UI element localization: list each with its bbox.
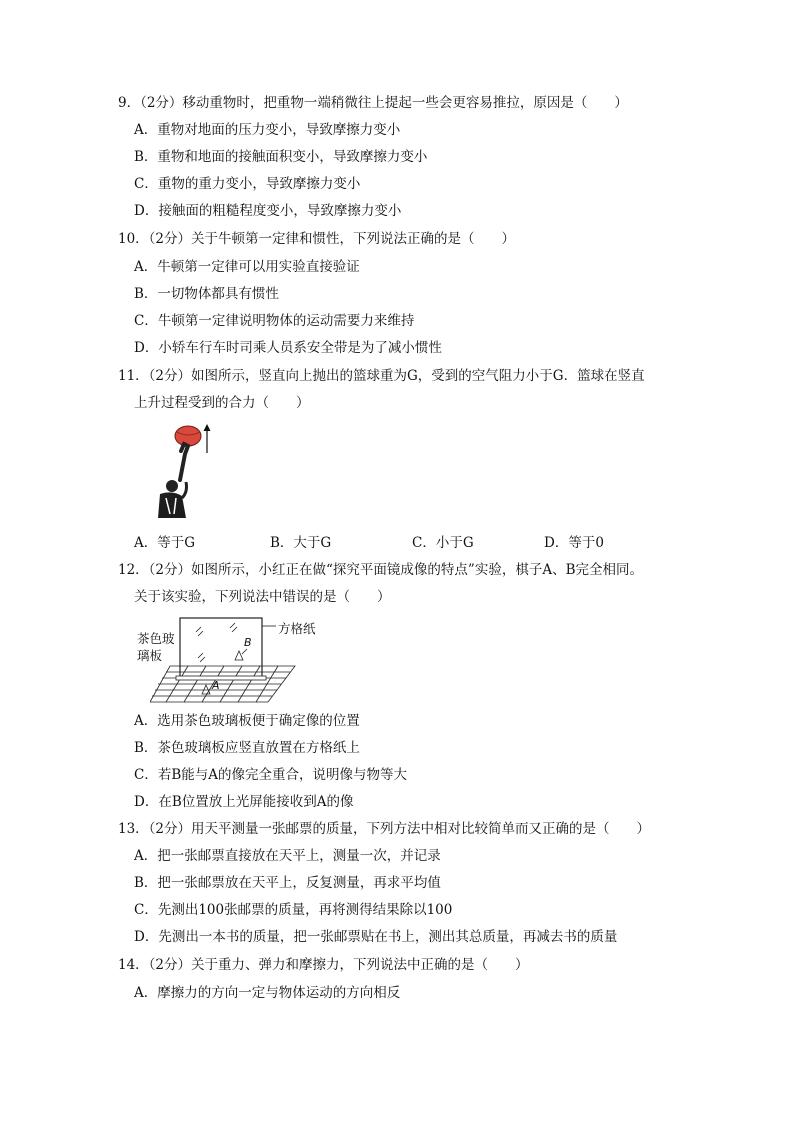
question-13-option-d: D．先测出一本书的质量，把一张邮票贴在书上，测出其总质量，再减去书的质量 xyxy=(134,929,618,945)
question-9-option-d: D．接触面的粗糙程度变小，导致摩擦力变小 xyxy=(134,203,402,219)
basketball-player-figure xyxy=(150,418,230,528)
question-9-option-a: A．重物对地面的压力变小，导致摩擦力变小 xyxy=(134,122,401,138)
question-12-option-a: A．选用茶色玻璃板便于确定像的位置 xyxy=(134,713,360,729)
question-13-stem: 13．（2分）用天平测量一张邮票的质量，下列方法中相对比较简单而又正确的是（ ） xyxy=(118,821,651,837)
piece-a-label: A xyxy=(212,679,220,692)
question-13-option-a: A．把一张邮票直接放在天平上，测量一次，并记录 xyxy=(134,848,441,864)
question-13-option-c: C．先测出100张邮票的质量，再将测得结果除以100 xyxy=(134,902,453,918)
question-12-option-b: B．茶色玻璃板应竖直放置在方格纸上 xyxy=(134,740,360,756)
piece-b-label: B xyxy=(244,636,252,649)
question-14-stem: 14．（2分）关于重力、弹力和摩擦力，下列说法中正确的是（ ） xyxy=(118,957,529,973)
question-11-option-a: A．等于G xyxy=(134,535,196,551)
basketball-icon xyxy=(175,426,201,446)
question-12-stem-line-1: 12．（2分）如图所示，小红正在做“探究平面镜成像的特点”实验，棋子A、B完全相同。 xyxy=(118,562,643,578)
question-10-option-d: D．小轿车行车时司乘人员系安全带是为了减小惯性 xyxy=(134,340,442,356)
question-9-option-c: C．重物的重力变小，导致摩擦力变小 xyxy=(134,176,361,192)
question-10-stem: 10．（2分）关于牛顿第一定律和惯性，下列说法正确的是（ ） xyxy=(118,231,516,247)
question-10-option-c: C．牛顿第一定律说明物体的运动需要力来维持 xyxy=(134,313,415,329)
question-12-option-c: C．若B能与A的像完全重合，说明像与物等大 xyxy=(134,767,407,783)
question-11-stem-line-1: 11．（2分）如图所示，竖直向上抛出的篮球重为G，受到的空气阻力小于G．篮球在竖直 xyxy=(118,368,645,384)
question-11-option-b: B．大于G xyxy=(270,535,332,551)
glass-plate-label-line-1: 茶色玻 xyxy=(137,631,175,646)
question-9-option-b: B．重物和地面的接触面积变小，导致摩擦力变小 xyxy=(134,149,428,165)
question-12-option-d: D．在B位置放上光屏能接收到A的像 xyxy=(134,794,354,810)
question-10-option-a: A．牛顿第一定律可以用实验直接验证 xyxy=(134,259,360,275)
question-13-option-b: B．把一张邮票放在天平上，反复测量，再求平均值 xyxy=(134,875,441,891)
question-12-stem-line-2: 关于该实验，下列说法中错误的是（ ） xyxy=(134,589,391,605)
question-11-option-c: C．小于G xyxy=(412,535,474,551)
grid-paper-label: 方格纸 xyxy=(278,621,316,636)
question-9-stem: 9．（2分）移动重物时，把重物一端稍微往上提起一些会更容易推拉，原因是（ ） xyxy=(118,95,628,111)
question-11-option-d: D．等于0 xyxy=(544,535,604,551)
question-10-option-b: B．一切物体都具有惯性 xyxy=(134,286,279,302)
arrow-head-icon xyxy=(204,424,211,431)
question-14-option-a: A．摩擦力的方向一定与物体运动的方向相反 xyxy=(134,985,401,1001)
question-11-stem-line-2: 上升过程受到的合力（ ） xyxy=(134,395,310,411)
glass-plate-label-line-2: 璃板 xyxy=(137,648,163,663)
